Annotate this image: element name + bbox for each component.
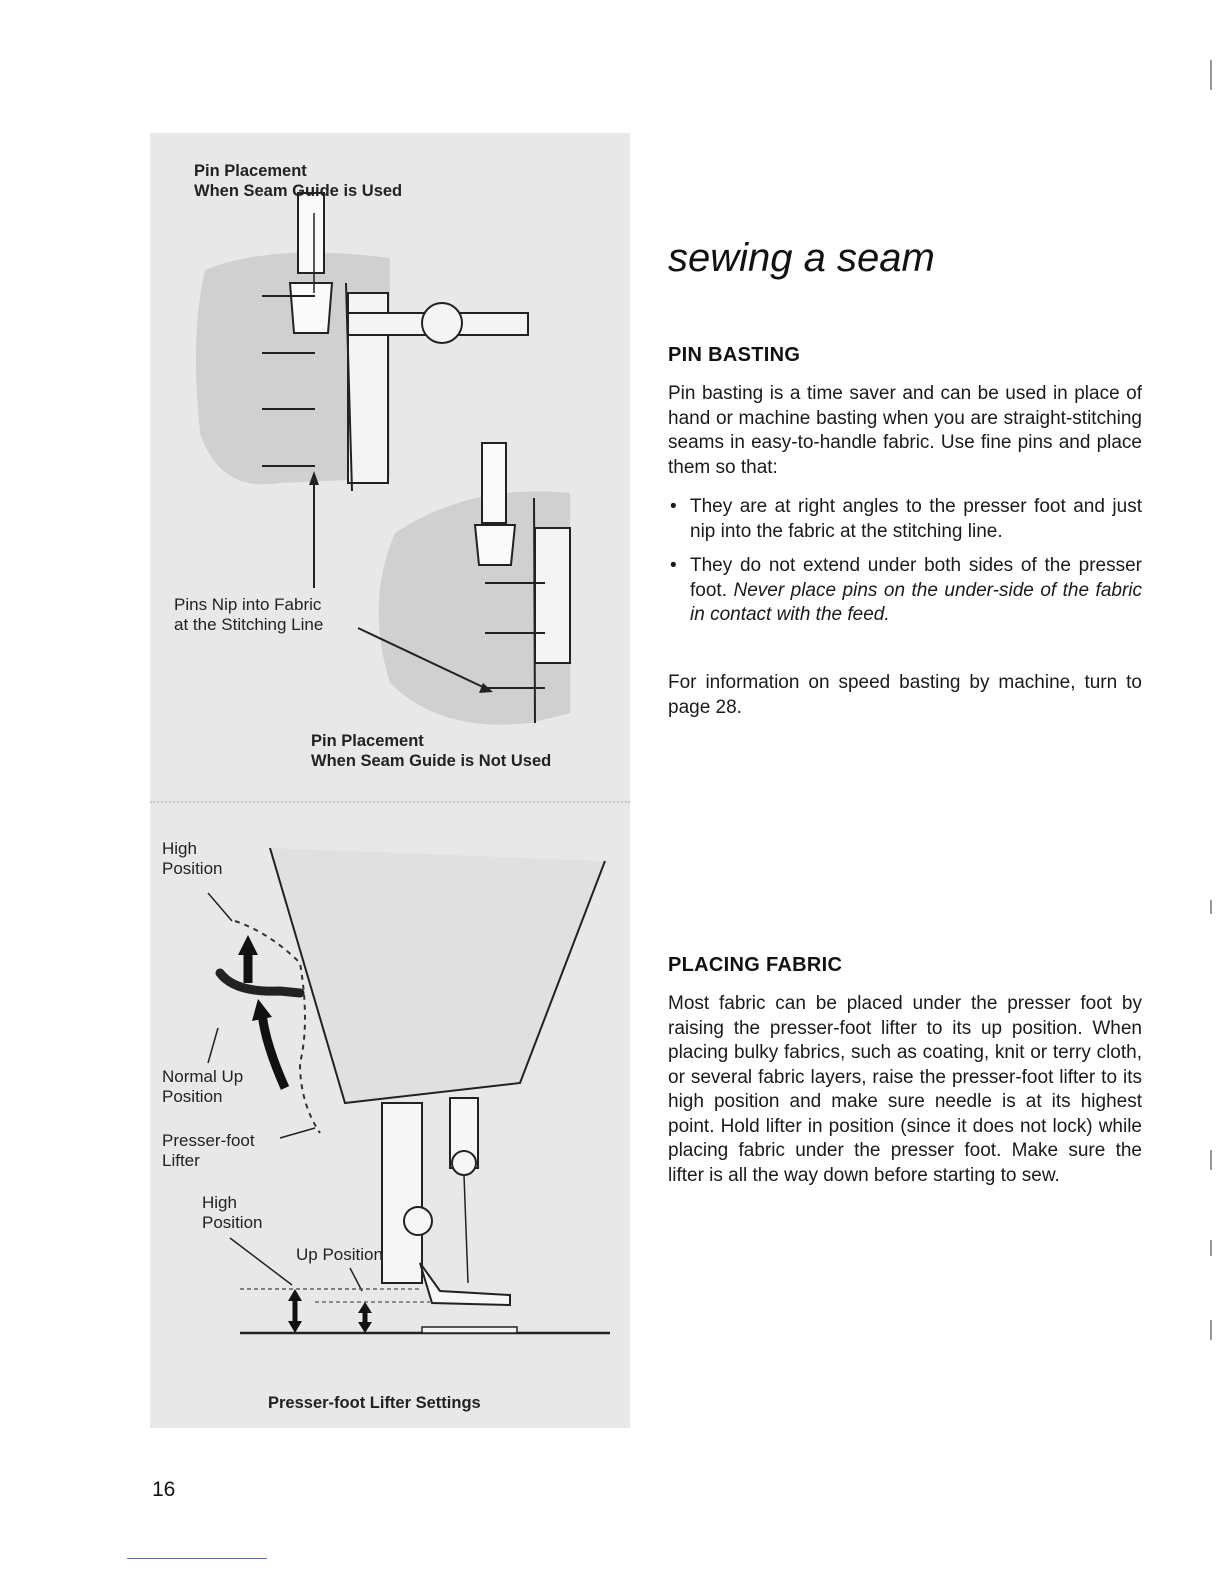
- seam-guide-screw: [422, 303, 462, 343]
- needle-plate: [422, 1327, 517, 1333]
- page-title: sewing a seam: [668, 236, 935, 280]
- label-up-position: Up Position: [296, 1245, 383, 1264]
- placing-fabric-heading: PLACING FABRIC: [668, 954, 843, 976]
- label-pins-nip: Pins Nip into Fabric at the Stitching Line: [174, 595, 324, 634]
- pin-basting-intro: Pin basting is a time saver and can be used in place of hand or machine basting when you are straight-stitching seams in easy-to-handle fabric. Use fine pins and place them so that:: [668, 383, 1142, 478]
- bullet-2-warning: Never place pins on the under-side of the fabric in contact with the feed.: [690, 579, 1143, 625]
- label-presser-foot-lifter: Presser-foot Lifter: [162, 1131, 255, 1170]
- stitching-line-2: [534, 498, 535, 723]
- label-seam-guide-used: Pin Placement When Seam Guide is Used: [194, 162, 403, 200]
- pin-basting-outro: For information on speed basting by machine, turn to page 28.: [668, 672, 1142, 718]
- label-normal-up-position: Normal Up Position: [162, 1067, 244, 1106]
- placing-fabric-body: Most fabric can be placed under the presser foot by raising the presser-foot lifter to its up position. When placing bulky fabrics, such as coating, knit or terry cloth, or several fabric layers, raise the presser-foot lifter to its high position and make sure needle is at its highest point. Hold lifter in position (since it does not lock) while placing fabric under the presser foot. Make sure the lifter is all the way down before starting to sew.: [668, 993, 1142, 1186]
- pin-basting-list: [668, 495, 1142, 638]
- bed-and-height-arrows: [150, 803, 630, 1428]
- label-seam-guide-not-used: Pin Placement When Seam Guide is Not Used: [311, 732, 552, 770]
- label-high-position-1: High Position: [162, 839, 223, 878]
- scan-edge-mark: [1210, 1320, 1212, 1340]
- page-number: 16: [152, 1478, 176, 1501]
- pin-basting-heading: PIN BASTING: [668, 344, 801, 366]
- scan-edge-mark: [1210, 1150, 1212, 1170]
- scan-edge-mark: [1210, 900, 1212, 914]
- label-high-position-2: High Position: [202, 1193, 263, 1232]
- figure-caption: Presser-foot Lifter Settings: [268, 1394, 481, 1412]
- scan-edge-mark: [1210, 60, 1212, 90]
- presser-foot-lifter-figure: [150, 801, 630, 1428]
- pin-placement-illustration: [150, 133, 630, 801]
- presser-foot-2: [482, 443, 506, 523]
- presser-foot-1: [298, 193, 324, 273]
- bullet-2-text: They do not extend under both sides of the presser foot.: [690, 555, 1142, 601]
- footer-rule: [127, 1558, 267, 1559]
- pin-basting-bullet-1: • They are at right angles to the presser foot and just nip into the fabric at the stitching line.: [668, 495, 1142, 544]
- pin-basting-bullet-2: [668, 554, 1142, 628]
- pin-placement-figure: [150, 133, 630, 801]
- scan-edge-mark: [1210, 1240, 1212, 1256]
